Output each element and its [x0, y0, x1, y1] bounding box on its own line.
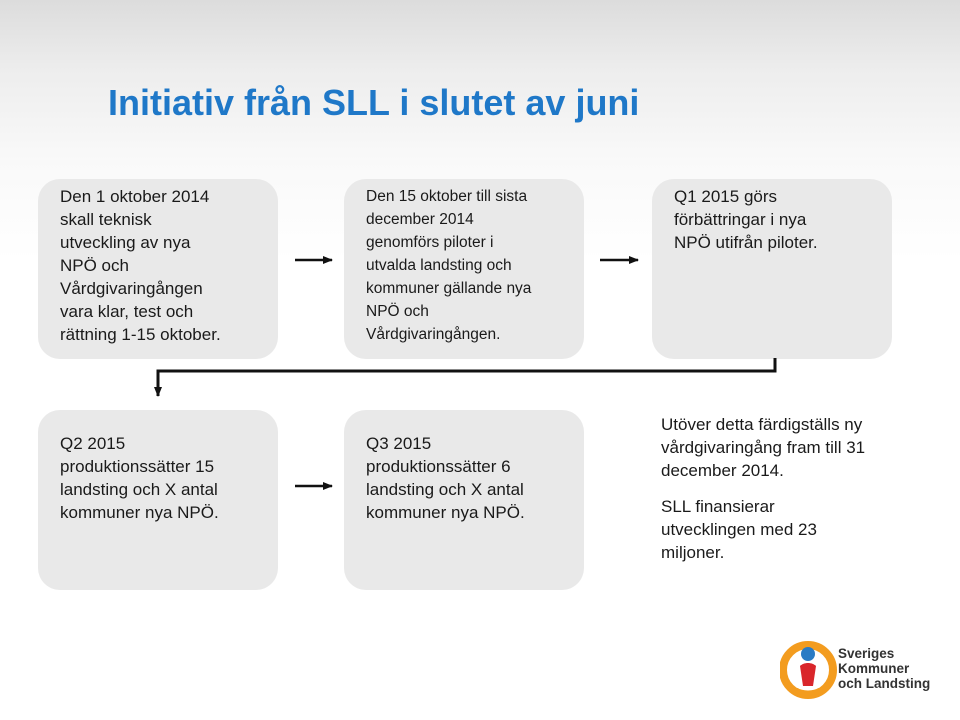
box-line: Vårdgivaringången	[60, 279, 203, 298]
box-line: produktionssätter 15	[60, 457, 215, 476]
box-line: kommuner nya NPÖ.	[366, 503, 525, 522]
box-line: utveckling av nya	[60, 233, 191, 252]
box-line: Den 1 oktober 2014	[60, 187, 210, 206]
box-line: utvalda landsting och	[366, 257, 512, 274]
note-line: Utöver detta färdigställs ny	[661, 415, 863, 434]
box-line: kommuner nya NPÖ.	[60, 503, 219, 522]
note-line: SLL finansierar	[661, 497, 775, 516]
box-line: förbättringar i nya	[674, 210, 807, 229]
box-line: NPÖ och	[60, 256, 129, 275]
box-line: Vårdgivaringången.	[366, 326, 501, 343]
box-line: december 2014	[366, 211, 474, 228]
box-line: NPÖ och	[366, 303, 429, 320]
box-line: rättning 1-15 oktober.	[60, 325, 221, 344]
logo-line: Kommuner	[838, 661, 910, 676]
box-line: landsting och X antal	[366, 480, 524, 499]
box-line: landsting och X antal	[60, 480, 218, 499]
box-line: Q1 2015 görs	[674, 187, 778, 206]
page-title: Initiativ från SLL i slutet av juni	[108, 82, 640, 123]
logo-wordmark	[838, 646, 930, 691]
logo-line: Sveriges	[838, 646, 895, 661]
box-line: genomförs piloter i	[366, 234, 494, 251]
box-line: kommuner gällande nya	[366, 280, 532, 297]
arrow-down-icon	[158, 358, 775, 396]
box-line: skall teknisk	[60, 210, 152, 229]
box-line: NPÖ utifrån piloter.	[674, 233, 818, 252]
note-line: vårdgivaringång fram till 31	[661, 438, 866, 457]
box-line: Den 15 oktober till sista	[366, 188, 528, 205]
note-line: utvecklingen med 23	[661, 520, 817, 539]
logo-line: och Landsting	[838, 676, 931, 691]
box-line: produktionssätter 6	[366, 457, 511, 476]
box-line: Q2 2015	[60, 434, 126, 453]
box-line: vara klar, test och	[60, 302, 194, 321]
box-line: Q3 2015	[366, 434, 432, 453]
note-line: miljoner.	[661, 543, 725, 562]
note-line: december 2014.	[661, 461, 784, 480]
